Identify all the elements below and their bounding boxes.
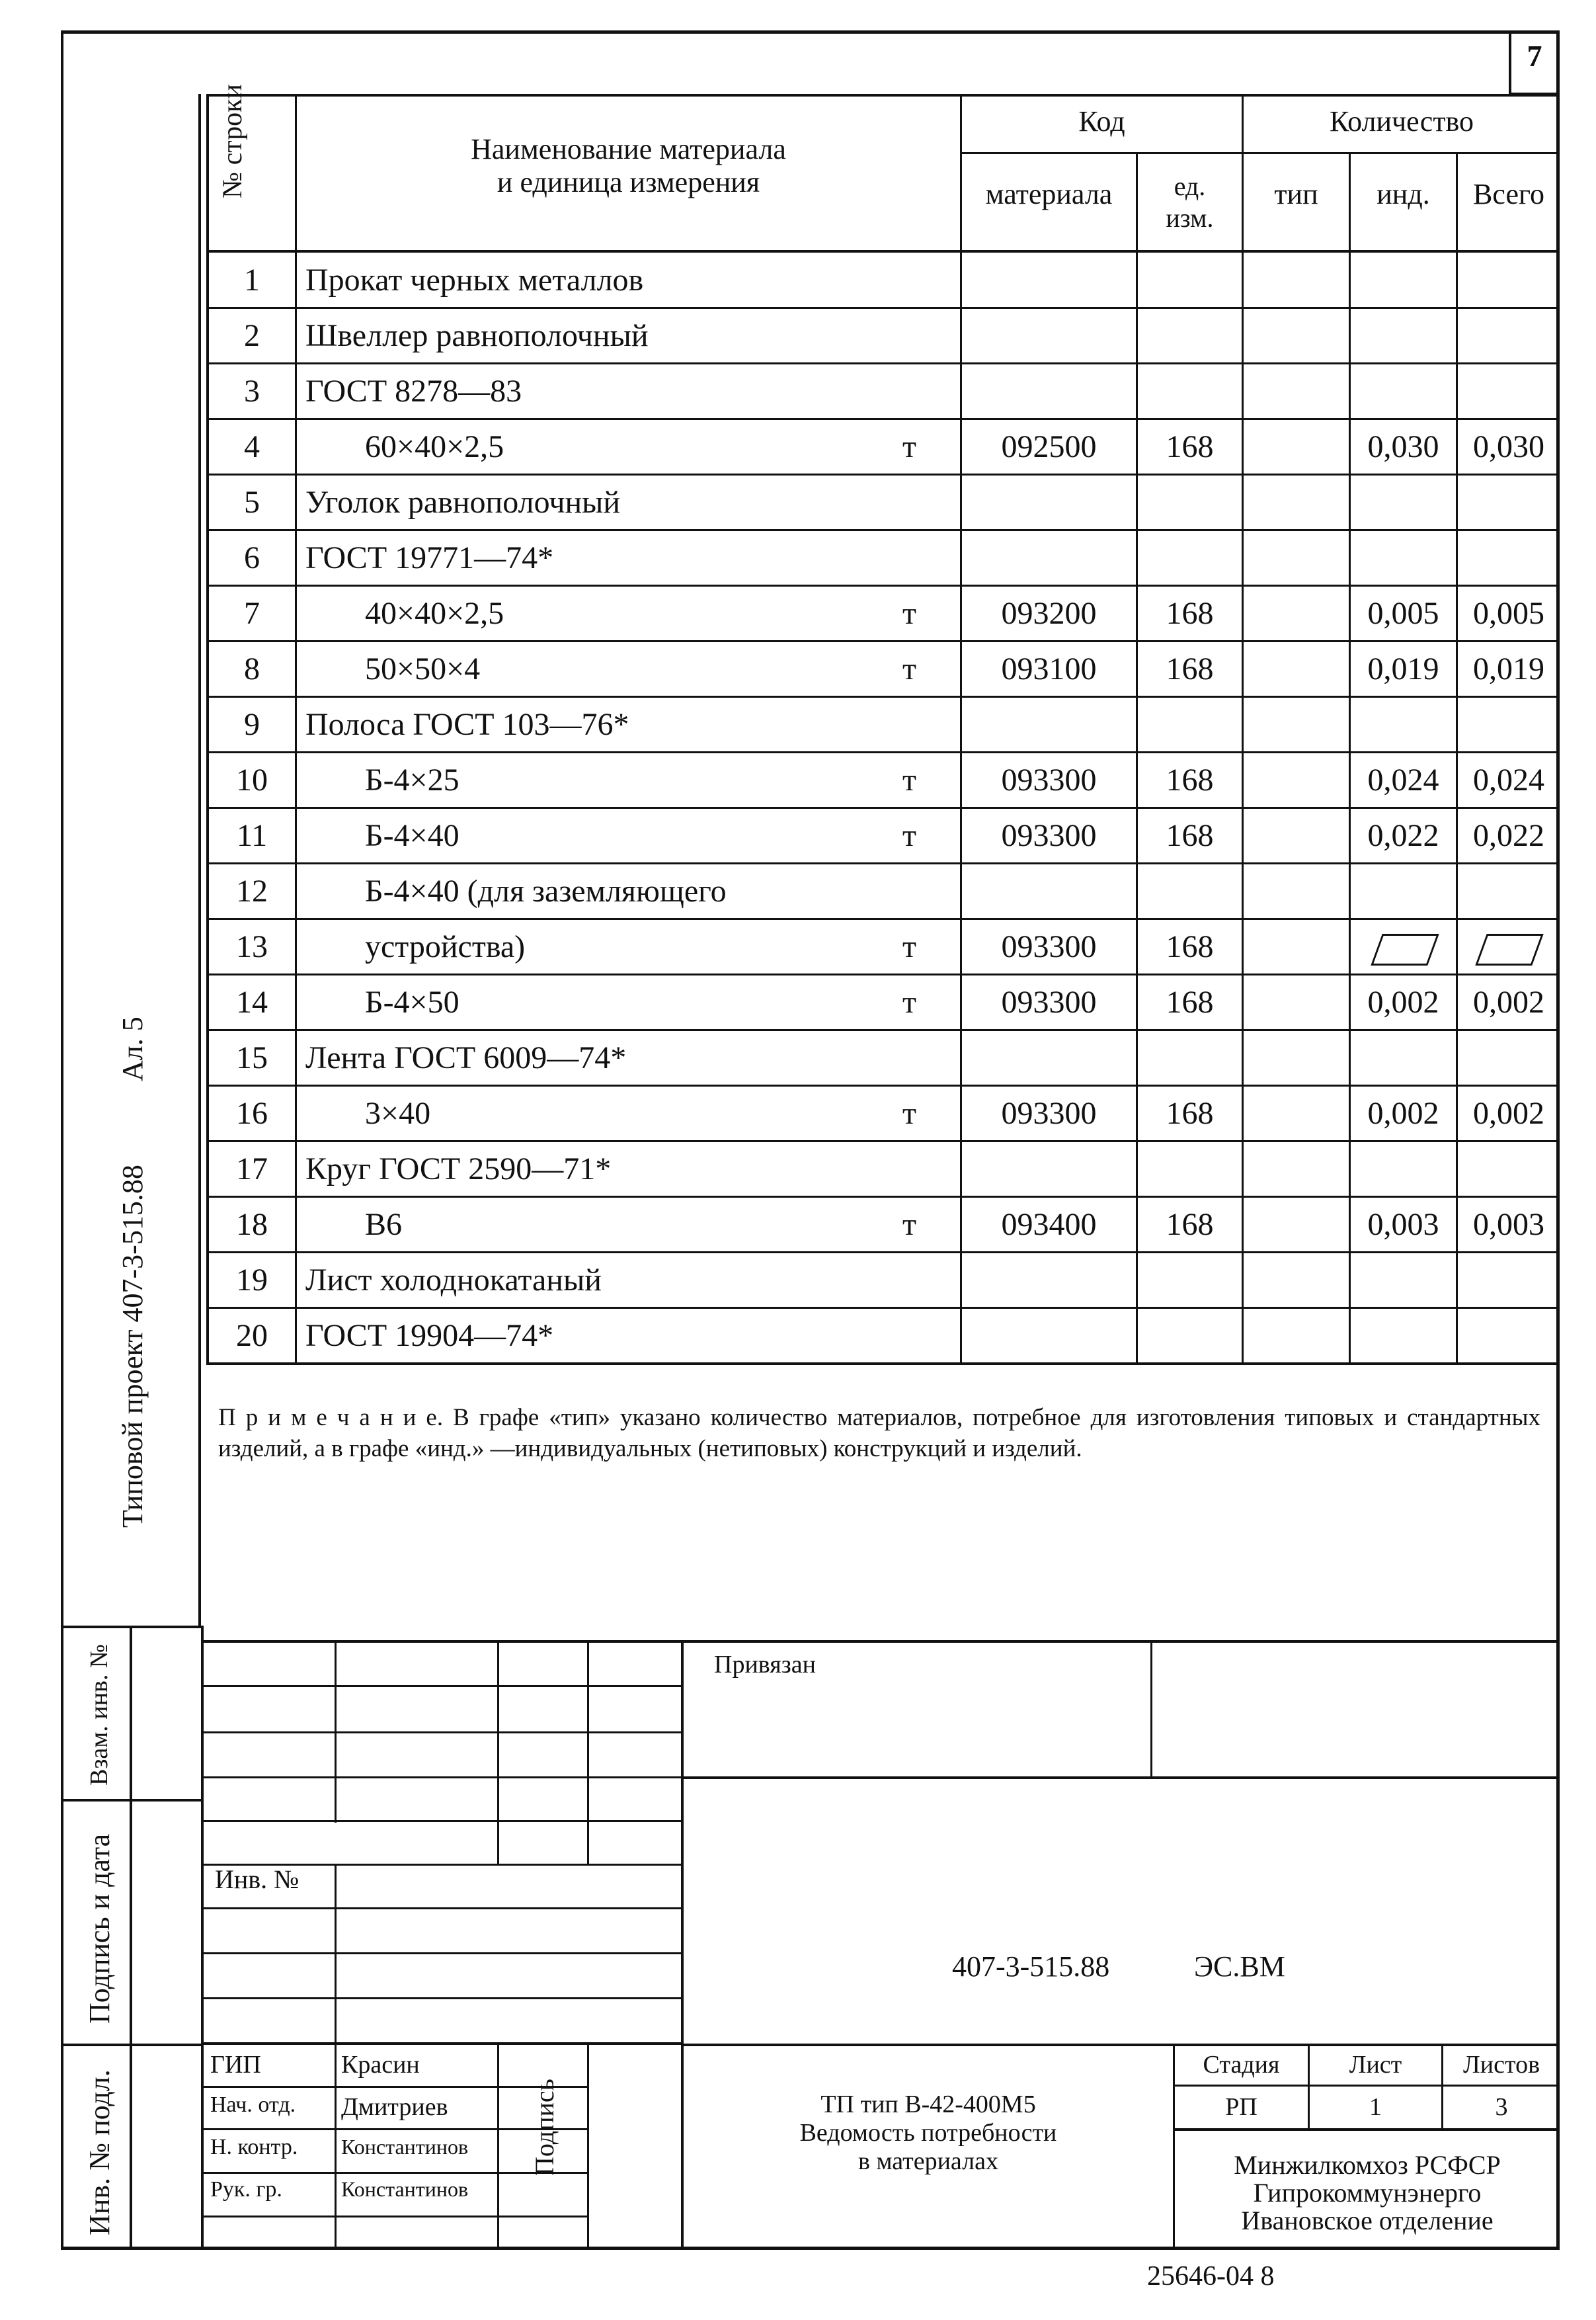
material-code: 093100 [1001,651,1097,686]
page-number: 7 [1527,39,1542,73]
col-line-ind [1349,153,1351,1364]
stamp-vline-b1 [497,1640,499,1864]
row-number: 5 [244,485,260,520]
stamp-role: ГИП [210,2051,261,2079]
row-number: 18 [236,1207,268,1242]
unit-code: 168 [1166,651,1214,686]
material-name: Полоса ГОСТ 103—76* [305,707,629,742]
material-code: 093300 [1001,818,1097,853]
header-qty-type: тип [1274,178,1318,210]
stamp-title-3: в материалах [858,2147,998,2175]
stamp-vline-c1 [587,1640,589,1864]
header-name-line1: Наименование материала [471,133,786,165]
qty-total: 0,002 [1473,1096,1544,1131]
stamp-org-line [1173,2128,1560,2131]
row-number: 8 [244,651,260,686]
unit-code: 168 [1166,763,1214,798]
stamp-doc-mark: ЭС.ВМ [1194,1950,1285,1983]
material-name: Б-4×50 [365,985,459,1020]
unit-label: т [902,651,916,686]
header-code: Код [1078,105,1125,138]
header-sub-line [960,152,1560,154]
stamp-sheet-label: Лист [1349,2051,1402,2079]
material-code: 093300 [1001,929,1097,964]
header-qty-total: Всего [1473,178,1544,210]
header-name-line2: и единица измерения [497,166,760,198]
stamp-doc-code: 407-3-515.88 [952,1950,1110,1983]
row-divider [209,529,1560,531]
stamp-title-2: Ведомость потребности [799,2119,1057,2147]
material-name: Б-4×25 [365,763,459,798]
side-field-sep2 [61,2044,201,2046]
qty-ind: 0,022 [1367,818,1439,853]
header-code-unit-2: изм. [1166,203,1214,233]
material-name: ГОСТ 19771—74* [305,540,554,575]
row-divider [209,1140,1560,1142]
side-field-vline [130,1626,132,2250]
stamp-role: Нач. отд. [210,2092,296,2117]
stamp-attached-bottom [681,1776,1560,1779]
row-divider [209,1085,1560,1087]
stamp-person-name: Константинов [341,2135,469,2159]
header-quantity: Количество [1329,105,1474,138]
qty-total-dash-mark [1475,934,1543,966]
material-code: 093300 [1001,1096,1097,1131]
row-number: 20 [236,1318,268,1353]
stamp-stage: РП [1225,2093,1257,2121]
stamp-grid-line [201,1952,681,1954]
row-number: 6 [244,540,260,575]
row-divider [209,1307,1560,1309]
stamp-stage-line [1173,2085,1560,2087]
unit-label: т [902,763,916,798]
stamp-code-bottom [681,2044,1560,2046]
sheet-label: Ал. 5 [116,1016,149,1081]
qty-total: 0,024 [1473,763,1544,798]
row-number: 10 [236,763,268,798]
row-number: 9 [244,707,260,742]
qty-ind: 0,030 [1367,429,1439,464]
header-row-no: № строки [218,84,248,198]
row-divider [209,1196,1560,1198]
stamp-grid-line [201,2042,681,2045]
footer-code: 25646-04 8 [1147,2261,1275,2292]
row-number: 3 [244,374,260,409]
qty-total: 0,022 [1473,818,1544,853]
material-code: 093200 [1001,596,1097,631]
stamp-attached: Привязан [714,1651,816,1678]
row-divider [209,585,1560,587]
stamp-org-1: Минжилкомхоз РСФСР [1234,2150,1501,2180]
stamp-inv-no: Инв. № [215,1864,299,1894]
row-divider [209,807,1560,809]
row-number: 15 [236,1040,268,1075]
stamp-vline-a2 [335,1865,337,2249]
material-name: Швеллер равнополочный [305,318,649,353]
stamp-role: Н. контр. [210,2135,298,2159]
row-number: 2 [244,318,260,353]
unit-code: 168 [1166,818,1214,853]
material-name: Круг ГОСТ 2590—71* [305,1151,612,1186]
unit-code: 168 [1166,1207,1214,1242]
qty-ind: 0,002 [1367,985,1439,1020]
unit-label: т [902,818,916,853]
material-code: 092500 [1001,429,1097,464]
stamp-grid-line [201,1820,681,1822]
stamp-grid-line [201,1776,681,1778]
row-divider [209,418,1560,420]
side-field-replaced-inv: Взам. инв. № [85,1643,113,1786]
material-name: В6 [365,1207,403,1242]
row-number: 12 [236,874,268,909]
row-number: 13 [236,929,268,964]
header-code-material: материала [985,178,1113,210]
row-number: 1 [244,263,260,298]
material-name: ГОСТ 19904—74* [305,1318,554,1353]
unit-label: т [902,1096,916,1131]
table-bottom-line [206,1362,1560,1365]
row-number: 17 [236,1151,268,1186]
row-divider [209,640,1560,642]
unit-code: 168 [1166,985,1214,1020]
unit-code: 168 [1166,929,1214,964]
qty-total: 0,005 [1473,596,1544,631]
unit-code: 168 [1166,596,1214,631]
unit-code: 168 [1166,429,1214,464]
qty-total: 0,019 [1473,651,1544,686]
material-name: Уголок равнополочный [305,485,621,520]
stamp-title-1: ТП тип В-42-400М5 [820,2091,1036,2118]
stamp-signature-label: Подпись [530,2079,559,2176]
col-line-code [960,94,962,1364]
row-divider [209,751,1560,753]
stamp-sheet: 1 [1369,2093,1382,2121]
note-text: П р и м е ч а н и е. В графе «тип» указано количество материалов, потребное для изготовления типовых и стандартных изделий, а в графе «инд.» —индивидуальных (нетиповых) конструкций и изделий. [218,1404,1540,1462]
unit-label: т [902,429,916,464]
material-name: устройства) [365,929,526,964]
stamp-person-name: Дмитриев [341,2093,448,2121]
material-name: Прокат черных металлов [305,263,644,298]
qty-ind: 0,019 [1367,651,1439,686]
material-name: Лента ГОСТ 6009—74* [305,1040,627,1075]
header-qty-ind: инд. [1377,178,1430,210]
row-divider [209,307,1560,309]
row-number: 11 [236,818,268,853]
material-name: ГОСТ 8278—83 [305,374,522,409]
stamp-grid-line [201,1997,681,1999]
row-divider [209,474,1560,476]
qty-total: 0,003 [1473,1207,1544,1242]
col-line-name [295,94,297,1364]
stamp-grid-line [201,1907,681,1909]
material-code: 093400 [1001,1207,1097,1242]
stamp-vline-b2 [497,2044,499,2249]
stamp-sheets-label: Листов [1462,2051,1540,2079]
qty-ind: 0,002 [1367,1096,1439,1131]
side-strip-divider-top [198,94,201,1627]
material-name: 50×50×4 [365,651,481,686]
stamp-top-line [201,1640,1560,1643]
stamp-vline-attached [1150,1640,1152,1778]
col-line-unit [1136,153,1138,1364]
material-code: 093300 [1001,985,1097,1020]
row-divider [209,1251,1560,1253]
stamp-org-3: Ивановское отделение [1241,2206,1494,2235]
material-name: 3×40 [365,1096,431,1131]
row-divider [209,918,1560,920]
stamp-vline-c2 [587,2044,589,2249]
stamp-sheets: 3 [1495,2093,1508,2121]
row-divider [209,1029,1560,1031]
side-title: Типовой проект 407-3-515.88 [116,1165,149,1528]
material-name: 40×40×2,5 [365,596,504,631]
side-field-vline2 [201,1626,204,2250]
side-field-sep1 [61,1799,201,1802]
row-divider [209,862,1560,864]
row-number: 14 [236,985,268,1020]
qty-ind-dash-mark [1371,934,1439,966]
stamp-role: Рук. гр. [210,2177,282,2202]
row-number: 19 [236,1263,268,1298]
stamp-person-name: Константинов [341,2177,469,2201]
unit-label: т [902,929,916,964]
material-name: Б-4×40 [365,818,459,853]
qty-ind: 0,005 [1367,596,1439,631]
row-divider [209,362,1560,364]
material-name: Б-4×40 (для заземляющего [365,874,727,909]
material-code: 093300 [1001,763,1097,798]
header-bottom-line [206,250,1560,253]
row-divider [209,696,1560,698]
header-code-unit-1: ед. [1174,171,1206,201]
qty-ind: 0,003 [1367,1207,1439,1242]
stamp-person-name: Красин [341,2051,420,2079]
stamp-org-2: Гипрокоммунэнерго [1253,2178,1482,2208]
unit-label: т [902,596,916,631]
row-divider [209,974,1560,975]
stamp-stage-label: Стадия [1203,2051,1280,2079]
row-number: 7 [244,596,260,631]
stamp-grid-line [201,2216,587,2217]
side-field-orig-inv: Инв. № подл. [83,2069,116,2235]
qty-total: 0,030 [1473,429,1544,464]
stamp-grid-line [201,1685,681,1687]
table-top-line [206,94,1560,97]
row-number: 4 [244,429,260,464]
unit-label: т [902,985,916,1020]
material-name: Лист холоднокатаный [305,1263,602,1298]
unit-label: т [902,1207,916,1242]
qty-ind: 0,024 [1367,763,1439,798]
row-number: 16 [236,1096,268,1131]
qty-total: 0,002 [1473,985,1544,1020]
unit-code: 168 [1166,1096,1214,1131]
side-field-signature-date: Подпись и дата [83,1833,116,2024]
stamp-grid-line [201,1731,681,1733]
material-name: 60×40×2,5 [365,429,504,464]
col-line-total [1456,153,1458,1364]
col-line-qty [1242,94,1244,1364]
